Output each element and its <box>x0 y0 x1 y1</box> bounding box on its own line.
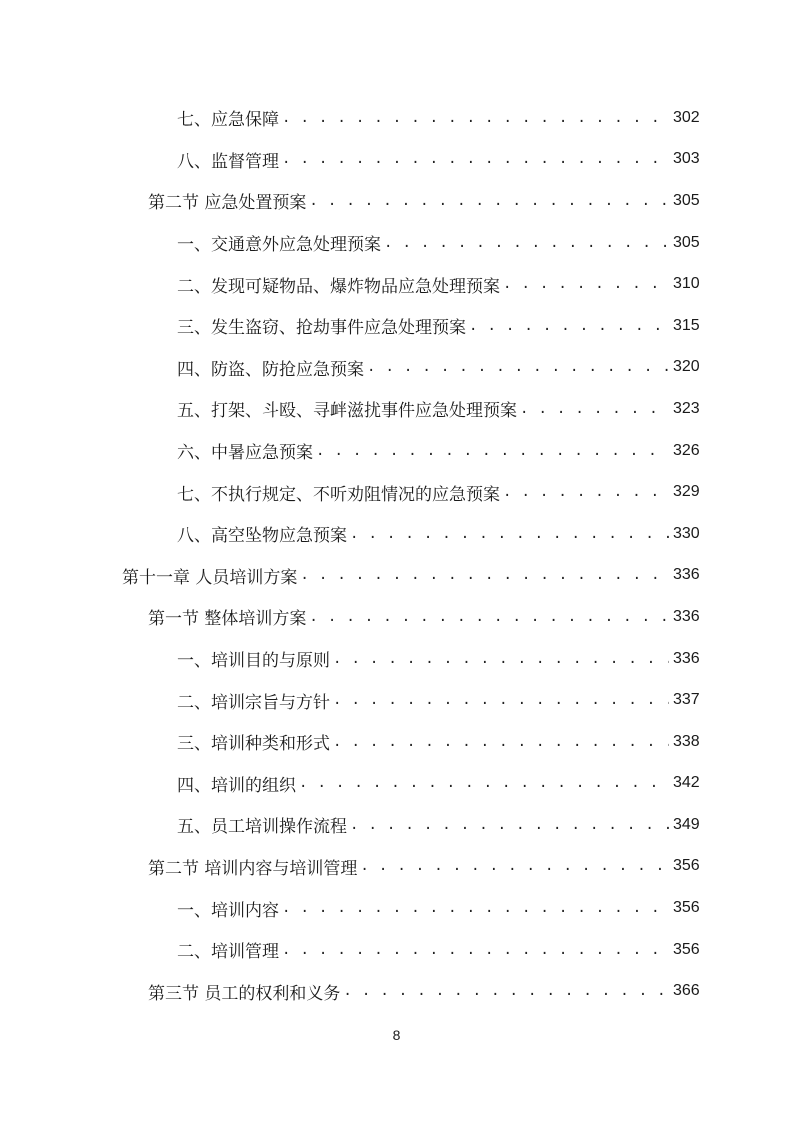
toc-entry-page: 336 <box>673 566 700 584</box>
toc-entry-page: 337 <box>673 691 700 709</box>
dot-leader <box>316 443 669 459</box>
toc-entry-page: 356 <box>673 940 700 958</box>
toc-entry-title: 四、防盗、防抢应急预案 <box>177 359 364 380</box>
dot-leader <box>343 983 669 999</box>
dot-leader <box>299 775 669 791</box>
dot-leader <box>350 817 669 833</box>
table-of-contents <box>0 97 793 1012</box>
dot-leader <box>300 567 669 583</box>
toc-entry-title: 第三节 员工的权利和义务 <box>148 983 341 1004</box>
toc-entry[interactable] <box>0 804 793 846</box>
toc-entry-title: 一、交通意外应急处理预案 <box>177 235 381 256</box>
toc-entry-page: 330 <box>673 524 700 542</box>
dot-leader <box>360 858 669 874</box>
toc-entry-page: 366 <box>673 982 700 1000</box>
toc-entry-title: 八、高空坠物应急预案 <box>177 526 347 547</box>
toc-entry-page: 323 <box>673 399 700 417</box>
toc-entry[interactable] <box>0 887 793 929</box>
toc-entry-page: 305 <box>673 233 700 251</box>
dot-leader <box>520 401 669 417</box>
toc-entry[interactable] <box>0 721 793 763</box>
toc-entry-title: 五、员工培训操作流程 <box>177 817 347 838</box>
dot-leader <box>333 692 669 708</box>
toc-entry[interactable] <box>0 347 793 389</box>
dot-leader <box>384 235 669 251</box>
dot-leader <box>282 900 669 916</box>
toc-entry-page: 329 <box>673 483 700 501</box>
toc-entry-title: 四、培训的组织 <box>177 775 296 796</box>
toc-entry-page: 320 <box>673 358 700 376</box>
toc-entry-title: 三、培训种类和形式 <box>177 734 330 755</box>
toc-entry[interactable] <box>0 846 793 888</box>
toc-entry-title: 七、应急保障 <box>177 110 279 131</box>
dot-leader <box>282 110 669 126</box>
toc-entry-page: 356 <box>673 857 700 875</box>
toc-entry-page: 356 <box>673 899 700 917</box>
toc-entry[interactable] <box>0 929 793 971</box>
toc-entry-title: 第二节 应急处置预案 <box>148 193 307 214</box>
dot-leader <box>333 734 669 750</box>
page-number: 8 <box>392 1027 401 1043</box>
toc-entry-page: 302 <box>673 108 700 126</box>
toc-entry[interactable] <box>0 430 793 472</box>
toc-entry-title: 二、培训宗旨与方针 <box>177 692 330 713</box>
toc-entry-title: 八、监督管理 <box>177 151 279 172</box>
toc-entry[interactable] <box>0 263 793 305</box>
toc-entry-page: 310 <box>673 275 700 293</box>
toc-entry-title: 第一节 整体培训方案 <box>148 609 307 630</box>
toc-entry[interactable] <box>0 555 793 597</box>
toc-entry[interactable] <box>0 970 793 1012</box>
dot-leader <box>350 526 669 542</box>
dot-leader <box>282 151 669 167</box>
toc-entry-page: 336 <box>673 649 700 667</box>
toc-entry-page: 326 <box>673 441 700 459</box>
toc-entry-page: 305 <box>673 191 700 209</box>
toc-entry-page: 338 <box>673 732 700 750</box>
toc-entry[interactable] <box>0 222 793 264</box>
toc-entry-title: 第十一章 人员培训方案 <box>122 567 298 588</box>
toc-entry[interactable] <box>0 305 793 347</box>
toc-entry[interactable] <box>0 763 793 805</box>
toc-entry-title: 七、不执行规定、不听劝阻情况的应急预案 <box>177 484 500 505</box>
dot-leader <box>367 359 669 375</box>
toc-entry[interactable] <box>0 638 793 680</box>
toc-entry-title: 二、培训管理 <box>177 942 279 963</box>
toc-entry[interactable] <box>0 513 793 555</box>
toc-entry-title: 一、培训目的与原则 <box>177 651 330 672</box>
toc-entry-page: 315 <box>673 316 700 334</box>
toc-entry-page: 349 <box>673 815 700 833</box>
toc-entry-title: 六、中暑应急预案 <box>177 443 313 464</box>
dot-leader <box>282 942 669 958</box>
toc-entry-page: 336 <box>673 607 700 625</box>
dot-leader <box>333 651 669 667</box>
toc-entry-title: 二、发现可疑物品、爆炸物品应急处理预案 <box>177 276 500 297</box>
toc-entry[interactable] <box>0 97 793 139</box>
toc-entry-title: 三、发生盗窃、抢劫事件应急处理预案 <box>177 318 466 339</box>
toc-entry[interactable] <box>0 139 793 181</box>
toc-entry-page: 342 <box>673 774 700 792</box>
dot-leader <box>309 609 669 625</box>
toc-entry[interactable] <box>0 471 793 513</box>
dot-leader <box>503 276 669 292</box>
toc-entry[interactable] <box>0 180 793 222</box>
dot-leader <box>503 484 669 500</box>
toc-entry-page: 303 <box>673 150 700 168</box>
toc-entry-title: 五、打架、斗殴、寻衅滋扰事件应急处理预案 <box>177 401 517 422</box>
dot-leader <box>469 318 669 334</box>
toc-entry[interactable] <box>0 596 793 638</box>
toc-entry-title: 一、培训内容 <box>177 900 279 921</box>
dot-leader <box>309 193 669 209</box>
toc-entry[interactable] <box>0 388 793 430</box>
toc-entry-title: 第二节 培训内容与培训管理 <box>148 858 358 879</box>
toc-entry[interactable] <box>0 679 793 721</box>
